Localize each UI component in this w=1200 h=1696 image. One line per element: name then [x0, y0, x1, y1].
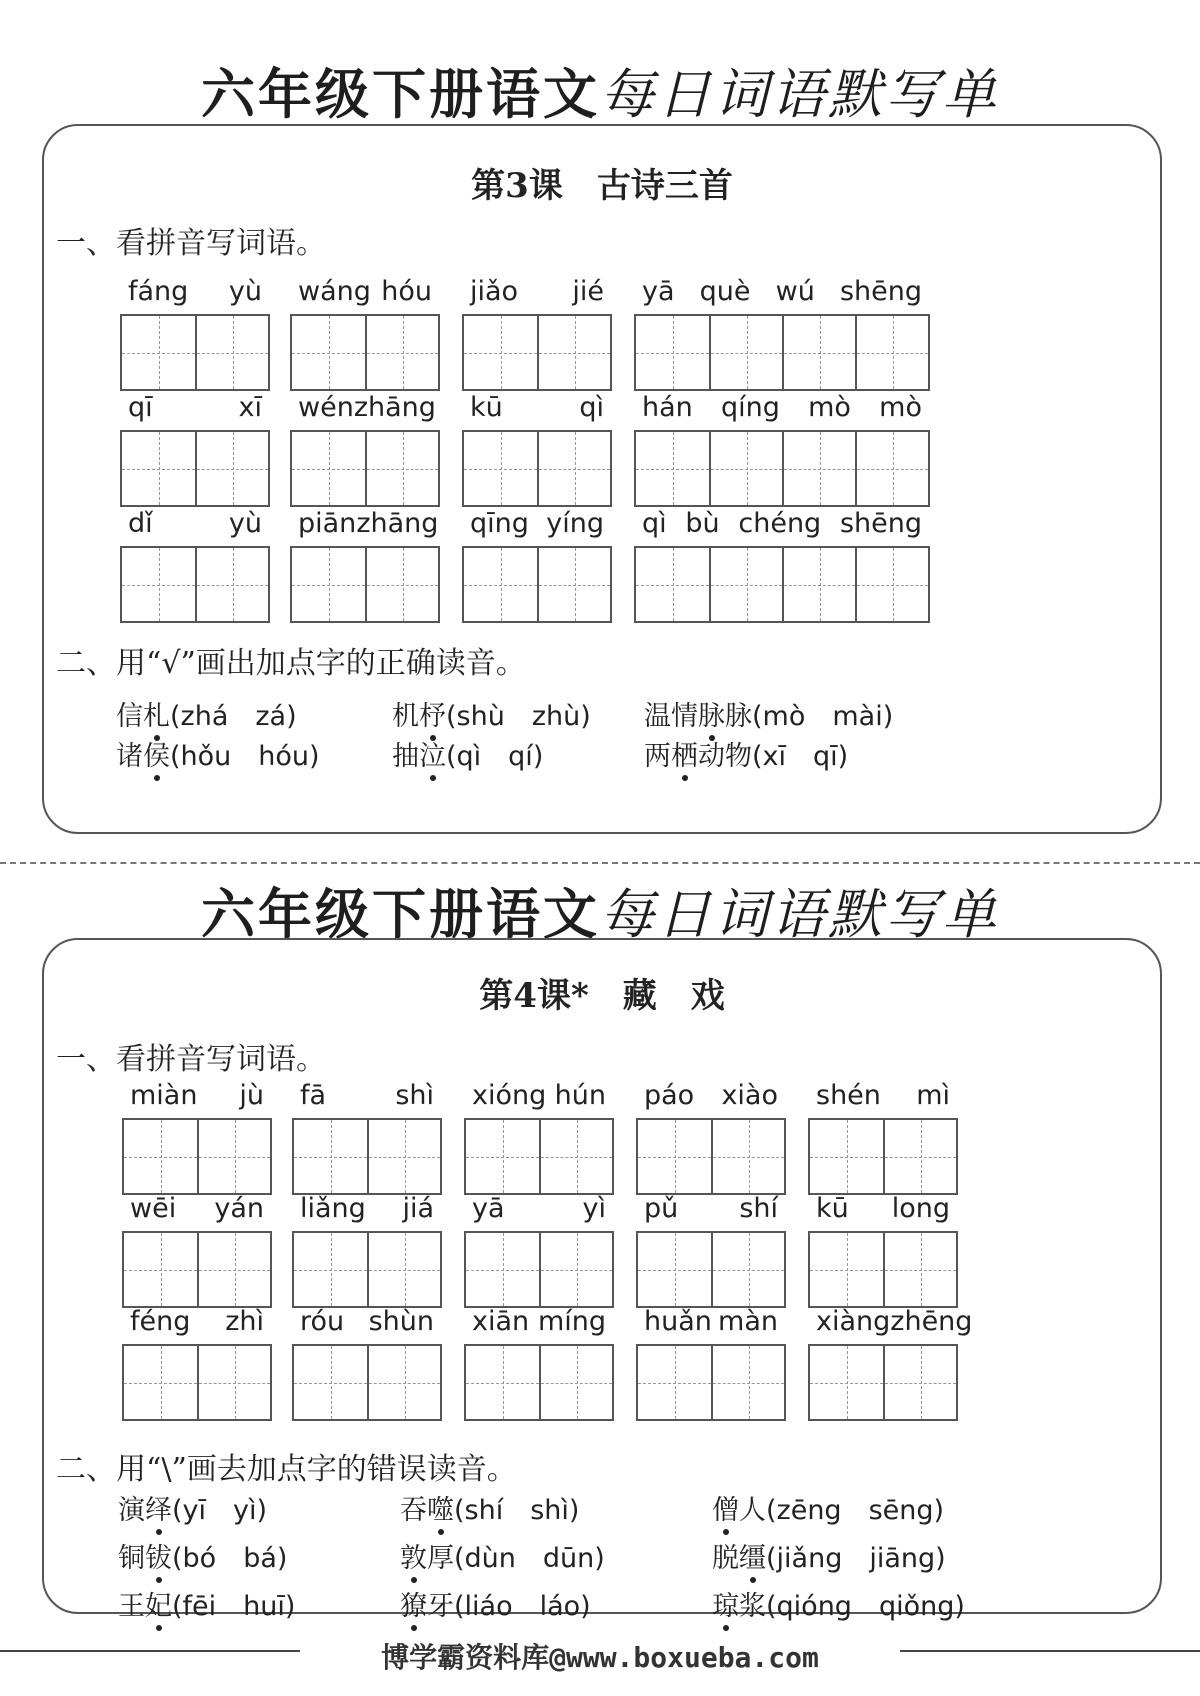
tianzige-box[interactable]	[365, 316, 438, 389]
pinyin-syllable: zhāng	[356, 508, 439, 539]
tianzige-box[interactable]	[711, 1233, 784, 1306]
pinyin-syllable: páo	[644, 1080, 695, 1111]
word-item	[120, 276, 270, 391]
pinyin-row	[462, 508, 612, 539]
pinyin-syllable: wēi	[130, 1193, 177, 1224]
tianzige-box[interactable]	[810, 1346, 883, 1419]
reading-options: (dùn dūn)	[454, 1543, 605, 1574]
pronunciation-question[interactable]	[116, 694, 297, 733]
word-item	[634, 392, 930, 507]
sheet1-title-main: 六年级下册语文	[201, 62, 600, 126]
sheet2-title-sub: 每日词语默写单	[600, 883, 999, 946]
pinyin-syllable: wáng	[298, 276, 371, 307]
writing-boxes	[122, 1344, 272, 1421]
pronunciation-question[interactable]	[712, 1584, 965, 1623]
pinyin-syllable: shēng	[839, 276, 922, 307]
pinyin-syllable: fáng	[128, 276, 189, 307]
pinyin-syllable: qī	[128, 392, 153, 423]
writing-boxes	[808, 1231, 958, 1308]
tianzige-box[interactable]	[122, 432, 195, 505]
pinyin-syllable: kū	[816, 1193, 849, 1224]
pronunciation-question[interactable]	[118, 1488, 267, 1527]
word-item	[808, 1306, 973, 1421]
pinyin-row	[120, 392, 270, 423]
pinyin-row	[290, 276, 440, 307]
pinyin-syllable: mì	[916, 1080, 950, 1111]
pronunciation-question[interactable]	[400, 1584, 591, 1623]
pinyin-syllable: què	[699, 276, 751, 307]
pinyin-syllable: hóu	[381, 276, 432, 307]
word-item	[462, 276, 612, 391]
tianzige-box[interactable]	[365, 432, 438, 505]
tianzige-box[interactable]	[195, 548, 268, 621]
writing-boxes	[634, 546, 930, 623]
writing-boxes	[636, 1344, 786, 1421]
pinyin-syllable: xiān	[472, 1306, 530, 1337]
dotted-character: 钹	[145, 1536, 172, 1575]
tianzige-box[interactable]	[464, 432, 537, 505]
tianzige-box[interactable]	[122, 316, 195, 389]
pronunciation-question[interactable]	[118, 1584, 295, 1623]
writing-boxes	[634, 430, 930, 507]
word-suffix: 脉	[725, 701, 752, 732]
tianzige-box[interactable]	[782, 432, 855, 505]
word-item	[122, 1193, 272, 1308]
writing-boxes	[292, 1344, 442, 1421]
word-item	[636, 1306, 786, 1421]
pinyin-syllable: yíng	[546, 508, 604, 539]
reading-options: (qióng qiǒng)	[766, 1591, 965, 1622]
pinyin-syllable: kū	[470, 392, 503, 423]
sheet2-section2-heading: 二、用“\”画去加点字的错误读音。	[56, 1452, 517, 1487]
pronunciation-question[interactable]	[712, 1536, 946, 1575]
sheet1-panel	[42, 124, 1162, 834]
tianzige-box[interactable]	[365, 548, 438, 621]
word-item	[292, 1306, 442, 1421]
writing-boxes	[120, 430, 270, 507]
pinyin-row	[462, 392, 612, 423]
word-item	[808, 1080, 958, 1195]
tianzige-box[interactable]	[367, 1233, 440, 1306]
tianzige-box[interactable]	[197, 1120, 270, 1193]
dotted-character: 侯	[143, 734, 170, 773]
pinyin-syllable: qì	[642, 508, 667, 539]
pinyin-syllable: xiàng	[816, 1306, 891, 1337]
word-item	[122, 1080, 272, 1195]
tianzige-box[interactable]	[638, 1120, 711, 1193]
pinyin-syllable: bù	[685, 508, 720, 539]
sheet1-lesson-title: 第3课 古诗三首	[471, 166, 733, 206]
reading-options: (shí shì)	[454, 1495, 580, 1526]
pinyin-row	[634, 508, 930, 539]
writing-boxes	[464, 1231, 614, 1308]
writing-boxes	[290, 314, 440, 391]
dotted-character: 獠	[400, 1584, 427, 1623]
word-suffix: 动物	[698, 741, 752, 772]
pinyin-syllable: xī	[238, 392, 262, 423]
tianzige-box[interactable]	[711, 1120, 784, 1193]
pinyin-row	[122, 1193, 272, 1224]
writing-boxes	[120, 314, 270, 391]
word-prefix: 温情	[644, 701, 698, 732]
tianzige-box[interactable]	[292, 432, 365, 505]
pinyin-syllable: fā	[300, 1080, 327, 1111]
pinyin-row	[464, 1080, 614, 1111]
word-prefix: 脱	[712, 1543, 739, 1574]
pinyin-syllable: miàn	[130, 1080, 198, 1111]
tianzige-box[interactable]	[782, 548, 855, 621]
tianzige-box[interactable]	[124, 1120, 197, 1193]
reading-options: (jiǎng jiāng)	[766, 1543, 946, 1574]
tianzige-box[interactable]	[883, 1120, 956, 1193]
pinyin-syllable: jù	[239, 1080, 264, 1111]
tianzige-box[interactable]	[709, 432, 782, 505]
pinyin-syllable: hún	[554, 1080, 606, 1111]
footer	[0, 1636, 1200, 1676]
word-prefix: 王	[118, 1591, 145, 1622]
writing-boxes	[292, 1118, 442, 1195]
dotted-character: 缰	[739, 1536, 766, 1575]
footer-rule-left	[0, 1650, 300, 1652]
reading-options: (fēi huī)	[172, 1591, 296, 1622]
pinyin-syllable: hán	[642, 392, 693, 423]
word-item	[462, 508, 612, 623]
tianzige-box[interactable]	[537, 432, 610, 505]
dotted-character: 敦	[400, 1536, 427, 1575]
pronunciation-question[interactable]	[116, 734, 320, 773]
pinyin-row	[290, 508, 440, 539]
writing-boxes	[462, 314, 612, 391]
word-item	[808, 1193, 958, 1308]
pinyin-syllable: jiá	[402, 1193, 434, 1224]
pinyin-syllable: jiǎo	[470, 276, 519, 307]
tianzige-box[interactable]	[124, 1233, 197, 1306]
pinyin-row	[636, 1306, 786, 1337]
dotted-character: 噬	[427, 1488, 454, 1527]
reading-options: (xī qī)	[752, 741, 849, 772]
pinyin-syllable: liǎng	[300, 1193, 366, 1224]
word-item	[464, 1306, 614, 1421]
writing-boxes	[808, 1118, 958, 1195]
pinyin-syllable: zhēng	[890, 1306, 973, 1337]
writing-boxes	[290, 430, 440, 507]
pinyin-syllable: shén	[816, 1080, 881, 1111]
writing-boxes	[292, 1231, 442, 1308]
pinyin-row	[290, 392, 440, 423]
tianzige-box[interactable]	[810, 1120, 883, 1193]
dotted-character: 札	[143, 694, 170, 733]
tianzige-box[interactable]	[195, 316, 268, 389]
pinyin-syllable: róu	[300, 1306, 345, 1337]
pinyin-syllable: shēng	[839, 508, 922, 539]
word-item	[290, 508, 440, 623]
tianzige-box[interactable]	[782, 316, 855, 389]
dotted-character: 泣	[419, 734, 446, 773]
sheet1-section1-heading: 一、看拼音写词语。	[56, 226, 326, 261]
word-item	[292, 1080, 442, 1195]
tianzige-box[interactable]	[294, 1120, 367, 1193]
pinyin-syllable: dǐ	[128, 508, 153, 539]
word-suffix: 人	[739, 1495, 766, 1526]
tianzige-box[interactable]	[711, 1346, 784, 1419]
pinyin-syllable: xiào	[721, 1080, 778, 1111]
reading-options: (shù zhù)	[446, 701, 591, 732]
writing-boxes	[120, 546, 270, 623]
word-item	[634, 508, 930, 623]
pinyin-syllable: wú	[775, 276, 815, 307]
word-item	[292, 1193, 442, 1308]
reading-options: (hǒu hóu)	[170, 741, 320, 772]
pronunciation-question[interactable]	[400, 1536, 605, 1575]
dotted-character: 妃	[145, 1584, 172, 1623]
tianzige-box[interactable]	[638, 1233, 711, 1306]
pronunciation-question[interactable]	[644, 694, 893, 733]
writing-boxes	[636, 1118, 786, 1195]
sheet1-title-sub: 每日词语默写单	[600, 63, 999, 126]
tianzige-box[interactable]	[197, 1346, 270, 1419]
pinyin-syllable: long	[891, 1193, 950, 1224]
pinyin-row	[634, 276, 930, 307]
pinyin-syllable: qì	[579, 392, 604, 423]
pinyin-row	[120, 276, 270, 307]
tianzige-box[interactable]	[539, 1233, 612, 1306]
pinyin-syllable: féng	[130, 1306, 191, 1337]
pinyin-syllable: yā	[472, 1193, 505, 1224]
sheet1-title	[0, 52, 1200, 129]
tianzige-box[interactable]	[122, 548, 195, 621]
sheet2-panel	[42, 938, 1162, 1622]
pronunciation-question[interactable]	[712, 1488, 944, 1527]
pinyin-row	[292, 1080, 442, 1111]
cut-line	[0, 862, 1200, 864]
tianzige-box[interactable]	[638, 1346, 711, 1419]
pinyin-syllable: huǎn	[644, 1306, 712, 1337]
footer-rule-right	[900, 1650, 1200, 1652]
pinyin-syllable: piān	[298, 508, 357, 539]
tianzige-box[interactable]	[539, 1346, 612, 1419]
pinyin-row	[464, 1306, 614, 1337]
pinyin-syllable: màn	[718, 1306, 778, 1337]
pinyin-row	[464, 1193, 614, 1224]
pinyin-syllable: yù	[228, 276, 262, 307]
tianzige-box[interactable]	[883, 1346, 956, 1419]
sheet2-title-main: 六年级下册语文	[201, 882, 600, 946]
word-prefix: 机	[392, 701, 419, 732]
reading-options: (zhá zá)	[170, 701, 297, 732]
writing-boxes	[290, 546, 440, 623]
writing-boxes	[464, 1118, 614, 1195]
reading-options: (yī yì)	[172, 1495, 268, 1526]
writing-boxes	[122, 1118, 272, 1195]
word-prefix: 两	[644, 741, 671, 772]
writing-boxes	[636, 1231, 786, 1308]
tianzige-box[interactable]	[810, 1233, 883, 1306]
pinyin-syllable: shí	[739, 1193, 778, 1224]
word-prefix: 抽	[392, 741, 419, 772]
tianzige-box[interactable]	[294, 1233, 367, 1306]
pinyin-row	[636, 1193, 786, 1224]
word-prefix: 演	[118, 1495, 145, 1526]
word-suffix: 厚	[427, 1543, 454, 1574]
pinyin-syllable: yù	[228, 508, 262, 539]
word-prefix: 诸	[116, 741, 143, 772]
reading-options: (qì qí)	[446, 741, 544, 772]
tianzige-box[interactable]	[195, 432, 268, 505]
pronunciation-question[interactable]	[118, 1536, 287, 1575]
tianzige-box[interactable]	[464, 548, 537, 621]
word-suffix: 牙	[427, 1591, 454, 1622]
tianzige-box[interactable]	[367, 1120, 440, 1193]
pinyin-syllable: jié	[572, 276, 604, 307]
pinyin-row	[292, 1306, 442, 1337]
word-item	[462, 392, 612, 507]
word-item	[290, 392, 440, 507]
word-prefix: 吞	[400, 1495, 427, 1526]
pinyin-row	[808, 1193, 958, 1224]
dotted-character: 僧	[712, 1488, 739, 1527]
word-item	[120, 508, 270, 623]
tianzige-box[interactable]	[883, 1233, 956, 1306]
word-suffix: 浆	[739, 1591, 766, 1622]
pinyin-row	[634, 392, 930, 423]
tianzige-box[interactable]	[855, 548, 928, 621]
pinyin-syllable: chéng	[738, 508, 822, 539]
tianzige-box[interactable]	[709, 316, 782, 389]
tianzige-box[interactable]	[636, 316, 709, 389]
pinyin-syllable: pǔ	[644, 1193, 679, 1224]
pronunciation-question[interactable]	[392, 694, 591, 733]
tianzige-box[interactable]	[466, 1233, 539, 1306]
word-item	[634, 276, 930, 391]
sheet2-section1-heading: 一、看拼音写词语。	[56, 1042, 326, 1077]
sheet2-lesson-title: 第4课* 藏 戏	[479, 976, 725, 1016]
writing-boxes	[122, 1231, 272, 1308]
dotted-character: 脉	[698, 694, 725, 733]
pinyin-syllable: mò	[879, 392, 922, 423]
tianzige-box[interactable]	[124, 1346, 197, 1419]
footer-text: 博学霸资料库@www.boxueba.com	[363, 1636, 837, 1676]
tianzige-box[interactable]	[197, 1233, 270, 1306]
pinyin-syllable: míng	[537, 1306, 606, 1337]
pinyin-row	[122, 1306, 272, 1337]
pinyin-row	[808, 1080, 958, 1111]
pinyin-syllable: zhāng	[353, 392, 436, 423]
pinyin-row	[808, 1306, 973, 1337]
pinyin-syllable: wén	[298, 392, 354, 423]
reading-options: (bó bá)	[172, 1543, 288, 1574]
tianzige-box[interactable]	[294, 1346, 367, 1419]
pinyin-syllable: yā	[642, 276, 675, 307]
word-item	[464, 1193, 614, 1308]
pinyin-syllable: qīng	[470, 508, 529, 539]
pinyin-row	[636, 1080, 786, 1111]
tianzige-box[interactable]	[636, 548, 709, 621]
tianzige-box[interactable]	[537, 548, 610, 621]
tianzige-box[interactable]	[466, 1120, 539, 1193]
writing-boxes	[808, 1344, 958, 1421]
writing-boxes	[464, 1344, 614, 1421]
pronunciation-question[interactable]	[400, 1488, 579, 1527]
pronunciation-question[interactable]	[392, 734, 543, 773]
writing-boxes	[462, 430, 612, 507]
reading-options: (mò mài)	[752, 701, 894, 732]
tianzige-box[interactable]	[464, 316, 537, 389]
tianzige-box[interactable]	[855, 316, 928, 389]
pinyin-row	[122, 1080, 272, 1111]
tianzige-box[interactable]	[709, 548, 782, 621]
sheet1-section2-heading: 二、用“√”画出加点字的正确读音。	[56, 646, 526, 681]
pinyin-row	[120, 508, 270, 539]
pinyin-syllable: xióng	[472, 1080, 547, 1111]
pinyin-syllable: yán	[214, 1193, 264, 1224]
dotted-character: 绎	[145, 1488, 172, 1527]
pinyin-syllable: yì	[582, 1193, 606, 1224]
tianzige-box[interactable]	[292, 316, 365, 389]
tianzige-box[interactable]	[855, 432, 928, 505]
word-prefix: 铜	[118, 1543, 145, 1574]
reading-options: (zēng sēng)	[766, 1495, 945, 1526]
writing-boxes	[462, 546, 612, 623]
word-item	[636, 1080, 786, 1195]
word-item	[290, 276, 440, 391]
word-item	[120, 392, 270, 507]
pinyin-row	[462, 276, 612, 307]
tianzige-box[interactable]	[292, 548, 365, 621]
tianzige-box[interactable]	[539, 1120, 612, 1193]
pronunciation-question[interactable]	[644, 734, 848, 773]
dotted-character: 琼	[712, 1584, 739, 1623]
tianzige-box[interactable]	[367, 1346, 440, 1419]
pinyin-syllable: shùn	[368, 1306, 434, 1337]
reading-options: (liáo láo)	[454, 1591, 591, 1622]
word-item	[464, 1080, 614, 1195]
pinyin-row	[292, 1193, 442, 1224]
pinyin-syllable: zhì	[225, 1306, 264, 1337]
word-item	[122, 1306, 272, 1421]
tianzige-box[interactable]	[636, 432, 709, 505]
tianzige-box[interactable]	[466, 1346, 539, 1419]
word-item	[636, 1193, 786, 1308]
word-prefix: 信	[116, 701, 143, 732]
dotted-character: 栖	[671, 734, 698, 773]
dotted-character: 杼	[419, 694, 446, 733]
pinyin-syllable: mò	[808, 392, 851, 423]
pinyin-syllable: shì	[395, 1080, 434, 1111]
writing-boxes	[634, 314, 930, 391]
tianzige-box[interactable]	[537, 316, 610, 389]
pinyin-syllable: qíng	[721, 392, 780, 423]
